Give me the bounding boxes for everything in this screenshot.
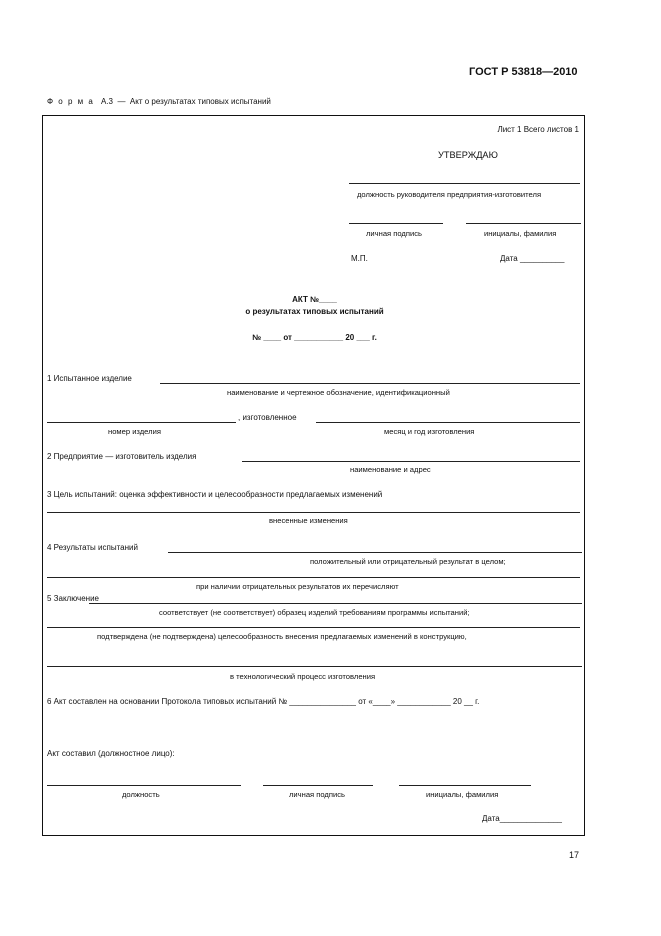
composer-date: Дата______________: [482, 814, 563, 823]
page-number: 17: [569, 850, 580, 860]
act-subtitle: о результатах типовых испытаний: [245, 307, 384, 316]
form-prefix: Ф о р м а: [47, 97, 95, 106]
manufactured-date-line: [316, 422, 580, 423]
section-5-line-2: [47, 627, 580, 628]
section-4-sub-2: при наличии отрицательных результатов их перечисляют: [196, 582, 399, 591]
act-number-line: № ____ от ___________ 20 ___ г.: [252, 333, 377, 342]
position-line: [349, 183, 580, 184]
section-5-sub-3: в технологический процесс изготовления: [230, 672, 376, 681]
section-5-line: [89, 603, 582, 604]
standard-number: ГОСТ Р 53818—2010: [469, 66, 578, 78]
approve-heading: УТВЕРЖДАЮ: [438, 150, 498, 160]
composer-label: Акт составил (должностное лицо):: [47, 749, 175, 758]
signature-label: личная подпись: [366, 229, 422, 238]
form-number: А.3: [101, 97, 114, 106]
section-4-line-2: [47, 577, 580, 578]
form-caption: [47, 98, 271, 106]
initials-line: [466, 223, 581, 224]
section-3-line: [47, 512, 580, 513]
product-number-label: номер изделия: [108, 427, 161, 436]
initials-label: инициалы, фамилия: [484, 229, 557, 238]
composer-signature-line: [263, 785, 373, 786]
manufactured-date-label: месяц и год изготовления: [384, 427, 475, 436]
form-dash: —: [117, 97, 126, 106]
section-1-sub: наименование и чертежное обозначение, идентификационный: [227, 388, 450, 397]
section-4-label: 4 Результаты испытаний: [47, 543, 138, 552]
act-title: АКТ №____: [292, 295, 337, 304]
section-1-line: [160, 383, 580, 384]
form-title: Акт о результатах типовых испытаний: [129, 97, 271, 106]
section-3-label: 3 Цель испытаний: оценка эффективности и целесообразности предлагаемых изменений: [47, 490, 383, 499]
composer-position-line: [47, 785, 241, 786]
section-3-sub: внесенные изменения: [269, 516, 348, 525]
sheets-count: Лист 1 Всего листов 1: [497, 125, 579, 134]
position-label: должность руководителя предприятия-изготовителя: [357, 190, 542, 199]
section-2-sub: наименование и адрес: [350, 465, 431, 474]
section-5-sub-1: соответствует (не соответствует) образец изделий требованиям программы испытаний;: [159, 608, 470, 617]
composer-signature-label: личная подпись: [289, 790, 345, 799]
composer-initials-line: [399, 785, 531, 786]
section-5-sub-2: подтверждена (не подтверждена) целесообразность внесения предлагаемых изменений в конструкцию,: [97, 632, 467, 641]
composer-initials-label: инициалы, фамилия: [426, 790, 499, 799]
composer-position-label: должность: [122, 790, 160, 799]
section-5-line-3: [47, 666, 582, 667]
section-2-line: [242, 461, 580, 462]
signature-line: [349, 223, 443, 224]
section-2-label: 2 Предприятие — изготовитель изделия: [47, 452, 197, 461]
section-1-label: 1 Испытанное изделие: [47, 374, 132, 383]
approval-date: Дата __________: [500, 254, 565, 263]
product-number-line: [47, 422, 236, 423]
seal-label: М.П.: [351, 254, 368, 263]
section-5-label: 5 Заключение: [47, 594, 99, 603]
section-4-sub-1: положительный или отрицательный результат в целом;: [310, 557, 506, 566]
section-4-line: [168, 552, 582, 553]
manufactured-label: , изготовленное: [238, 413, 297, 422]
section-6-text: 6 Акт составлен на основании Протокола типовых испытаний № _______________ от «____» ____________ 20 __ г.: [47, 697, 480, 706]
